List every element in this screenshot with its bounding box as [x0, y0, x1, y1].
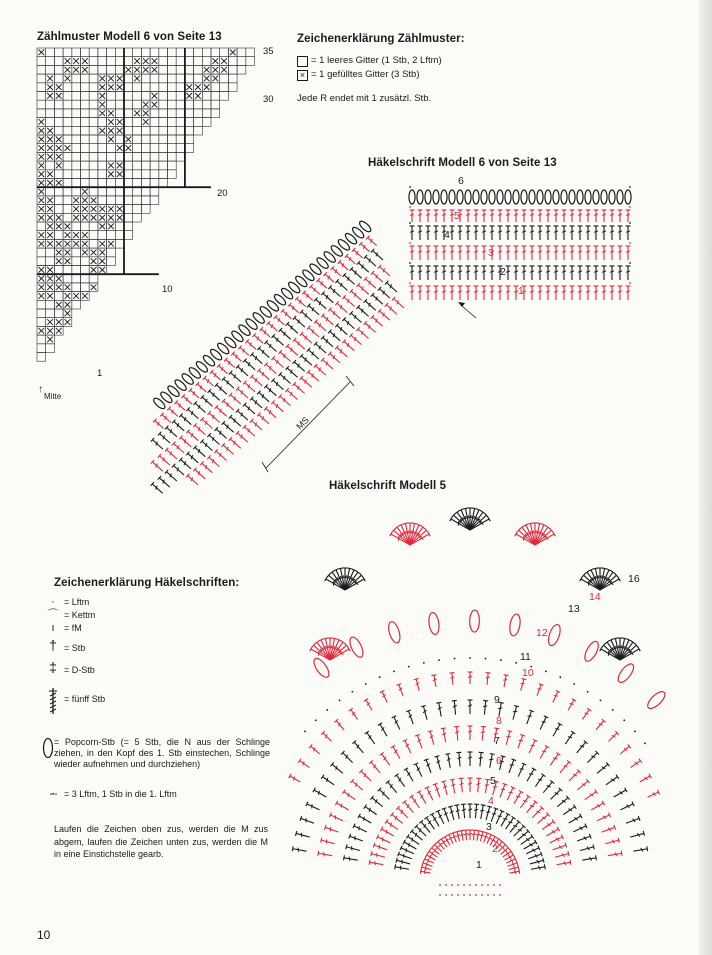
chain-dot	[481, 884, 483, 886]
round-label-8: 8	[496, 715, 502, 727]
crochet-stitch	[527, 852, 542, 861]
symbol-legend-title: Zeichenerklärung Häkelschriften:	[54, 577, 240, 589]
crochet-stitch	[341, 751, 354, 764]
legend-row-sc	[42, 623, 82, 634]
crochet-stitch	[512, 790, 523, 805]
crochet-stitch	[378, 723, 389, 738]
chain-dot	[612, 709, 614, 711]
chain-dot	[634, 731, 636, 733]
crochet-stitch	[321, 838, 336, 846]
round-label-6: 6	[458, 175, 464, 187]
crochet-stitch	[318, 851, 333, 858]
legend-row-chain-stitch	[42, 789, 177, 800]
chain-dot	[457, 894, 459, 896]
chain-dot	[587, 691, 589, 693]
crochet-stitch	[365, 731, 377, 745]
crochet-stitch	[552, 843, 567, 852]
crochet-stitch	[289, 774, 302, 784]
crochet-stitch	[445, 754, 452, 769]
crochet-stitch	[605, 838, 620, 846]
chain-dot	[573, 683, 575, 685]
crochet-stitch	[594, 719, 606, 731]
crochet-stitch	[424, 759, 433, 774]
crochet-stitch	[364, 699, 374, 712]
chain-dot	[469, 884, 471, 886]
page-number: 10	[37, 928, 51, 942]
crochet-stitch	[461, 804, 467, 818]
filled-cell-icon: ×	[297, 70, 308, 81]
legend-row-tr	[42, 659, 95, 676]
chain-dot	[379, 676, 381, 678]
chain-dot	[481, 894, 483, 896]
chain-dot-icon: ·	[51, 596, 55, 608]
crochet-stitch	[298, 759, 311, 770]
crochet-stitch	[576, 779, 590, 792]
popcorn-stitch	[508, 613, 521, 636]
round-label-9: 9	[494, 694, 500, 706]
crochet-stitch	[441, 781, 449, 796]
round-label-5: 5	[490, 775, 496, 787]
crochet-stitch	[425, 787, 435, 802]
legend-filled-cell-text: = 1 gefülltes Gitter (3 Stb)	[311, 69, 420, 80]
crochet-stitch	[549, 788, 562, 801]
crochet-stitch	[607, 851, 622, 858]
crochet-stitch	[386, 780, 399, 794]
crochet-stitch	[583, 790, 597, 802]
crochet-stitch	[313, 788, 328, 799]
round-label-4: 4	[444, 229, 450, 241]
crochet-stitch	[346, 844, 361, 852]
legend-text-dc: = Stb	[64, 643, 86, 653]
popcorn-stitch	[347, 635, 365, 659]
crochet-stitch	[350, 779, 364, 792]
crochet-stitch	[468, 830, 473, 840]
legend-row-chain	[42, 597, 89, 608]
round-label-5: 5	[454, 210, 460, 222]
crochet-stitch	[450, 779, 457, 794]
crochet-stitch	[415, 734, 424, 749]
round-label-7: 7	[494, 735, 500, 747]
crochet-stitch	[629, 759, 642, 770]
chain-dot	[475, 894, 477, 896]
crochet-stitch	[431, 675, 438, 688]
crochet-stitch	[518, 678, 526, 691]
crochet-stitch	[392, 716, 402, 731]
crochet-stitch	[349, 708, 360, 721]
crochet-stitch	[567, 769, 580, 782]
crochet-stitch	[558, 760, 571, 774]
popcorn-stitch	[645, 689, 668, 711]
crochet-stitch	[498, 783, 507, 798]
round-label-3: 3	[486, 821, 492, 833]
chain-dot	[326, 709, 328, 711]
crochet-stitch	[607, 731, 619, 743]
crochet-stitch	[582, 855, 597, 862]
chain-dot	[475, 884, 477, 886]
crochet-stitch	[579, 844, 594, 852]
crochet-stitch	[596, 762, 610, 775]
crochet-stitch	[516, 763, 526, 778]
crochet-stitch	[378, 788, 391, 801]
count-chart-title: Zählmuster Modell 6 von Seite 13	[37, 31, 222, 43]
crochet-stitch	[549, 835, 564, 845]
diagram5-title: Häkelschrift Modell 5	[329, 480, 447, 492]
crochet-stitch	[459, 830, 466, 841]
crochet-stitch	[505, 787, 515, 802]
crochet-stitch	[417, 790, 428, 805]
crochet-stitch	[633, 846, 648, 853]
crochet-stitch	[468, 804, 473, 818]
crochet-stitch	[590, 801, 605, 812]
crochet-stitch	[324, 825, 339, 834]
round-label-1: 1	[518, 285, 524, 297]
crochet-stitch	[596, 813, 611, 823]
crochet-stitch	[541, 780, 554, 794]
round-label-11: 11	[520, 651, 531, 663]
crochet-stitch	[516, 734, 525, 749]
crochet-stitch	[359, 769, 372, 782]
crochet-stitch	[524, 710, 533, 725]
crochet-stitch	[529, 858, 544, 866]
crochet-stitch	[507, 759, 516, 774]
round-label-2: 2	[492, 843, 498, 855]
crochet-stitch	[434, 756, 442, 771]
crochet-stitch	[527, 739, 537, 754]
crochet-stitch	[548, 752, 560, 766]
crochet-stitch	[380, 752, 392, 766]
crochet-stitch	[480, 726, 486, 740]
crochet-stitch	[309, 744, 321, 756]
slip-stitch-arc-icon: ⌒	[47, 609, 59, 621]
chain-dot	[451, 894, 453, 896]
crochet-stitch	[572, 824, 587, 834]
chain-dot	[454, 658, 456, 660]
crochet-stitch	[369, 760, 382, 774]
crochet-stitch	[425, 853, 436, 862]
crochet-stitch	[556, 796, 570, 809]
chain-with-stitch-icon: -·-	[49, 789, 57, 800]
crochet-stitch	[441, 728, 448, 743]
crochet-stitch	[428, 731, 436, 746]
crochet-stitch	[331, 762, 345, 775]
crochet-stitch	[414, 824, 427, 837]
crochet-stitch	[452, 700, 458, 714]
quintuple-treble-icon	[42, 688, 64, 717]
crochet-stitch	[456, 752, 462, 766]
crochet-stitch	[396, 806, 409, 819]
center-arrow-icon: ↑	[38, 384, 43, 395]
count-legend-title: Zeichenerklärung Zählmuster:	[297, 33, 465, 45]
chain-dot	[365, 683, 367, 685]
crochet-stitch	[421, 705, 429, 720]
round-label-14: 14	[589, 591, 601, 603]
crochet-stitch	[395, 774, 407, 788]
crochet-stitch	[335, 801, 350, 812]
crochet-stitch	[398, 852, 413, 861]
crochet-stitch	[353, 824, 368, 834]
chain-dot	[600, 699, 602, 701]
legend-text-popcorn: = Popcorn-Stb (= 5 Stb, die N aus der Schlinge ziehen, in den Kopf des 1. Stb einstechen, Schlinge wieder aufnehmen und durchziehen)	[54, 737, 270, 769]
crochet-stitch	[433, 783, 442, 798]
crochet-stitch	[525, 800, 538, 814]
crochet-stitch	[562, 805, 576, 817]
crochet-stitch	[575, 741, 588, 755]
crochet-stitch	[409, 795, 421, 809]
chain-dot	[457, 884, 459, 886]
crochet-stitch	[580, 708, 591, 721]
crochet-stitch	[306, 802, 321, 812]
crochet-stitch	[300, 816, 315, 825]
round-label-10: 10	[522, 667, 534, 679]
crochet-stitch	[414, 678, 422, 691]
crochet-stitch	[502, 675, 509, 688]
popcorn-stitch	[615, 661, 636, 684]
round-label-16: 16	[628, 573, 640, 585]
crochet-stitch	[475, 778, 481, 792]
chain-dot	[485, 658, 487, 660]
chain-dot	[545, 670, 547, 672]
crochet-stitch	[601, 825, 616, 834]
chain-dot	[408, 666, 410, 668]
chain-dot	[423, 662, 425, 664]
crochet-stitch	[518, 795, 530, 809]
chain-dot	[445, 884, 447, 886]
diagram6-title: Häkelschrift Modell 6 von Seite 13	[368, 157, 557, 169]
crochet-stitch	[504, 731, 512, 746]
chain-dot	[500, 659, 502, 661]
crochet-stitch	[647, 790, 660, 800]
crochet-stitch	[396, 858, 411, 866]
crochet-stitch	[478, 805, 485, 820]
center-label: Mitte	[44, 392, 62, 401]
crochet-stitch	[454, 726, 460, 740]
crochet-stitch	[344, 855, 359, 862]
crochet-stitch	[463, 830, 469, 840]
crochet-stitch	[448, 806, 456, 821]
crochet-stitch	[373, 843, 388, 852]
chain-dot	[644, 742, 646, 744]
crochet-stitch	[468, 778, 473, 792]
crochet-stitch	[576, 834, 591, 843]
round-label-2: 2	[500, 266, 506, 278]
crochet-stitch	[566, 699, 576, 712]
crochet-stitch	[605, 775, 619, 787]
crochet-stitch	[511, 705, 519, 720]
crochet-stitch	[487, 754, 494, 769]
chain-dot	[493, 884, 495, 886]
chain-dot	[559, 676, 561, 678]
popcorn-stitch	[582, 639, 601, 663]
chain-dot	[499, 884, 501, 886]
crochet-stitch	[397, 684, 406, 697]
crochet-stitch	[321, 731, 333, 743]
crochet-stitch	[352, 741, 365, 755]
chain-dot	[339, 699, 341, 701]
crochet-stitch	[380, 690, 390, 703]
crochet-stitch	[454, 805, 461, 820]
crochet-stitch	[512, 824, 525, 837]
crochet-stitch	[477, 752, 483, 766]
legend-text-slip: = Kettm	[64, 610, 96, 620]
crochet-stitch	[406, 710, 415, 725]
crochet-stitch	[625, 816, 640, 825]
chain-dot	[499, 894, 501, 896]
chain-dot	[351, 691, 353, 693]
crochet-stitch	[630, 831, 645, 839]
crochet-stitch	[442, 808, 451, 823]
crochet-stitch	[563, 731, 575, 745]
crochet-stitch	[403, 739, 413, 754]
crochet-stitch	[428, 849, 439, 859]
crochet-stitch	[349, 834, 364, 843]
crochet-stitch	[404, 768, 415, 783]
crochet-stitch	[334, 719, 346, 731]
crochet-stitch	[468, 752, 473, 766]
crochet-stitch	[436, 702, 443, 717]
crochet-stitch	[541, 819, 555, 831]
crochet-stitch	[329, 813, 344, 823]
popcorn-icon	[42, 737, 54, 762]
crochet-stitch	[551, 690, 561, 703]
crochet-stitch	[525, 768, 536, 783]
row-mark-10: 10	[162, 284, 173, 295]
crochet-stitch	[371, 851, 386, 859]
row-mark-20: 20	[217, 188, 228, 199]
legend-row-popcorn	[42, 737, 270, 770]
crochet-stitch	[551, 723, 562, 738]
round-label-6: 6	[496, 755, 502, 767]
round-label-4: 4	[488, 795, 494, 807]
crochet-stitch	[619, 802, 634, 812]
chain-dot	[445, 894, 447, 896]
crochet-stitch	[485, 673, 491, 685]
crochet-stitch	[538, 745, 549, 760]
chain-dot	[451, 884, 453, 886]
symbol-legend-note: Laufen die Zeichen oben zus, werden die M zus abgem, laufen die Zeichen unten zus, werden die M in eine Einstichstelle gearb.	[54, 824, 268, 859]
crochet-stitch	[556, 860, 571, 867]
treble-crochet-icon: ‡	[49, 659, 57, 675]
chain-dot	[515, 662, 517, 664]
chain-dot	[315, 719, 317, 721]
crochet-stitch	[390, 813, 404, 826]
legend-text-chain: = Lftm	[64, 597, 90, 607]
ms-label: MS	[294, 414, 311, 432]
crochet-stitch	[468, 700, 473, 714]
crochet-stitch	[364, 805, 378, 817]
chain-dot	[487, 884, 489, 886]
chain-dot	[493, 894, 495, 896]
crochet-stitch	[531, 864, 546, 871]
crochet-stitch	[538, 716, 548, 731]
legend-row-dc	[42, 637, 86, 654]
crochet-stitch	[638, 774, 651, 784]
legend-row-quint	[42, 688, 105, 717]
chain-dot	[463, 884, 465, 886]
legend-text-chain-stitch: = 3 Lftm, 1 Stb in die 1. Lftm	[64, 789, 177, 799]
single-crochet-bar-icon: ı	[51, 622, 55, 634]
crochet-stitch	[449, 673, 455, 685]
popcorn-stitch	[469, 610, 479, 632]
crochet-stitch	[613, 788, 628, 799]
crochet-stitch	[391, 745, 402, 760]
chain-dot	[463, 894, 465, 896]
crochet-stitch	[321, 775, 335, 787]
popcorn-stitch	[546, 623, 562, 647]
chain-dot	[469, 657, 471, 659]
chain-dot	[469, 894, 471, 896]
crochet-stitch	[468, 672, 473, 684]
round-label-12: 12	[536, 627, 548, 639]
crochet-stitch	[533, 774, 545, 788]
row-mark-35: 35	[263, 46, 274, 57]
crochet-stitch	[530, 806, 543, 819]
round-label-13: 13	[568, 603, 580, 615]
chain-dot	[393, 670, 395, 672]
crochet-stitch	[292, 846, 307, 853]
chain-dot	[439, 894, 441, 896]
chain-dot	[304, 731, 306, 733]
row-mark-30: 30	[263, 94, 274, 105]
legend-row-slip	[42, 610, 95, 621]
legend-text-tr: = D-Stb	[64, 665, 95, 675]
popcorn-stitch	[428, 612, 441, 635]
crochet-stitch	[395, 864, 410, 871]
popcorn-stitch	[386, 620, 402, 644]
crochet-stitch	[377, 835, 392, 845]
crochet-stitch	[482, 700, 488, 714]
crochet-stitch	[586, 751, 599, 764]
chain-dot	[487, 894, 489, 896]
crochet-stitch	[545, 827, 560, 838]
crochet-stitch	[509, 869, 520, 876]
crochet-stitch	[369, 860, 384, 867]
legend-empty-cell-text: = 1 leeres Gitter (1 Stb, 2 Lftm)	[311, 55, 442, 66]
crochet-stitch	[567, 814, 582, 825]
row-mark-1: 1	[97, 368, 103, 379]
crochet-stitch	[380, 827, 395, 838]
chain-dot	[439, 884, 441, 886]
double-crochet-icon: †	[49, 637, 57, 653]
legend-text-quint: = fünff Stb	[64, 694, 106, 704]
round-label-1: 1	[476, 859, 482, 871]
crochet-stitch	[484, 806, 492, 821]
crochet-stitch	[295, 831, 310, 839]
crochet-stitch	[414, 763, 424, 778]
crochet-stitch	[370, 796, 384, 809]
legend-text-sc: = fM	[64, 623, 82, 633]
chain-dot	[438, 659, 440, 661]
chain-dot	[623, 719, 625, 721]
round-label-3: 3	[488, 247, 494, 259]
crochet-stitch	[473, 804, 479, 818]
crochet-stitch	[385, 819, 399, 831]
crochet-stitch	[619, 744, 631, 756]
crochet-stitch	[358, 814, 373, 825]
crochet-stitch	[342, 790, 356, 802]
count-legend-note: Jede R endet mit 1 zusätzl. Stb.	[297, 93, 432, 104]
crochet-stitch	[535, 684, 544, 697]
crochet-stitch	[468, 726, 473, 740]
crochet-stitch	[459, 778, 465, 792]
crochet-stitch	[554, 851, 569, 859]
